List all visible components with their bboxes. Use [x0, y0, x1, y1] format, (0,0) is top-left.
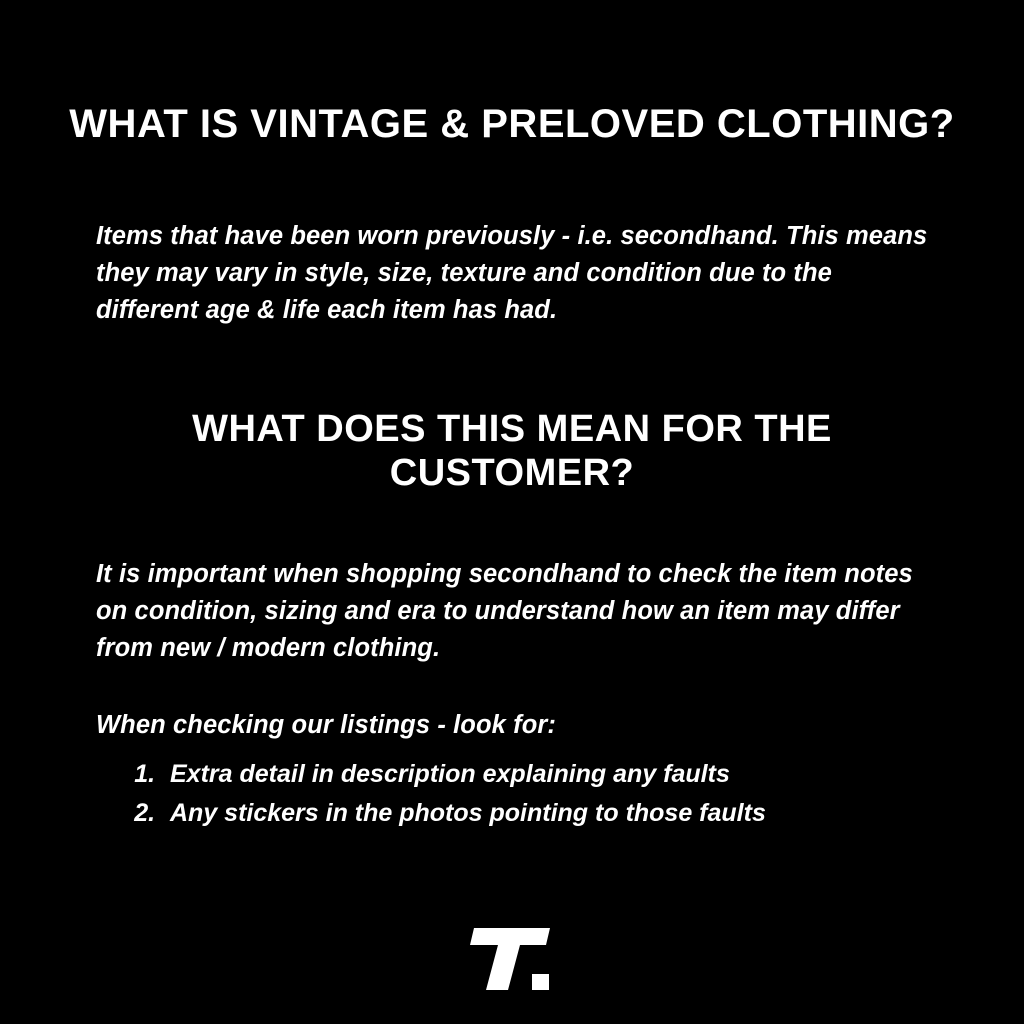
- list-item: 2. Any stickers in the photos pointing to those faults: [162, 794, 1002, 833]
- listing-checklist: [118, 755, 1002, 833]
- definition-paragraph: Items that have been worn previously - i.e. secondhand. This means they may vary in style, size, texture and condition due to the different age & life each item has had.: [96, 221, 928, 325]
- list-item: 1. Extra detail in description explaining any faults: [162, 755, 1002, 794]
- brand-logo: [0, 928, 1024, 994]
- section-title-customer: WHAT DOES THIS MEAN FOR THE CUSTOMER?: [192, 407, 832, 495]
- t-monogram-icon: [466, 928, 558, 994]
- checklist-intro-text: When checking our listings - look for:: [96, 710, 556, 739]
- customer-advice-paragraph: It is important when shopping secondhand to check the item notes on condition, sizing and era to understand how an item may differ from new / modern clothing.: [96, 559, 913, 663]
- page-title: WHAT IS VINTAGE & PRELOVED CLOTHING?: [69, 101, 955, 146]
